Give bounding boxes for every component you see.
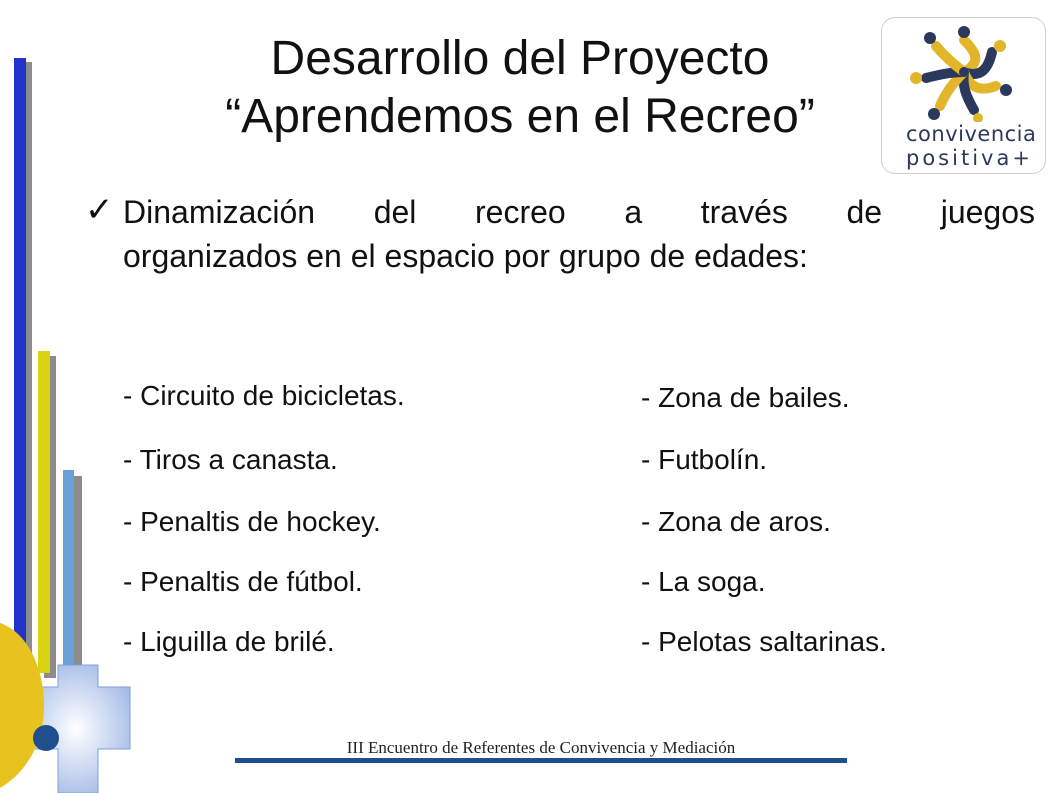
bullet-line-2: organizados en el espacio por grupo de edades: <box>123 238 808 274</box>
list-item: - Penaltis de hockey. <box>123 506 381 537</box>
slide-title <box>120 30 920 146</box>
bullet-line-1: Dinamización del recreo a través de juegos <box>123 194 1035 230</box>
activities-right-list <box>641 380 1041 670</box>
list-item: - Zona de bailes. <box>641 382 850 413</box>
bullet-text <box>123 190 1035 278</box>
flower-people-icon <box>904 22 1024 122</box>
blue-bar <box>14 58 26 650</box>
list-item: - La soga. <box>641 566 766 597</box>
list-item: - Pelotas saltarinas. <box>641 626 887 657</box>
list-item: - Futbolín. <box>641 444 768 475</box>
list-item: - Liguilla de brilé. <box>123 626 335 657</box>
list-item: - Penaltis de fútbol. <box>123 566 363 597</box>
footer-divider <box>235 758 847 763</box>
list-item: - Tiros a canasta. <box>123 444 338 475</box>
list-item: - Circuito de bicicletas. <box>123 380 405 411</box>
logo-text-convivencia: convivencia <box>906 122 1037 146</box>
footer-text: III Encuentro de Referentes de Convivencia y Mediación <box>346 738 736 757</box>
activities-left-list <box>123 380 603 670</box>
check-icon: ✓ <box>85 191 114 229</box>
logo-text-positiva: positiva+ <box>906 146 1033 170</box>
convivencia-positiva-logo <box>881 17 1046 174</box>
title-line-1: Desarrollo del Proyecto <box>270 32 770 85</box>
title-line-2: “Aprendemos en el Recreo” <box>225 90 815 143</box>
list-item: - Zona de aros. <box>641 506 831 537</box>
